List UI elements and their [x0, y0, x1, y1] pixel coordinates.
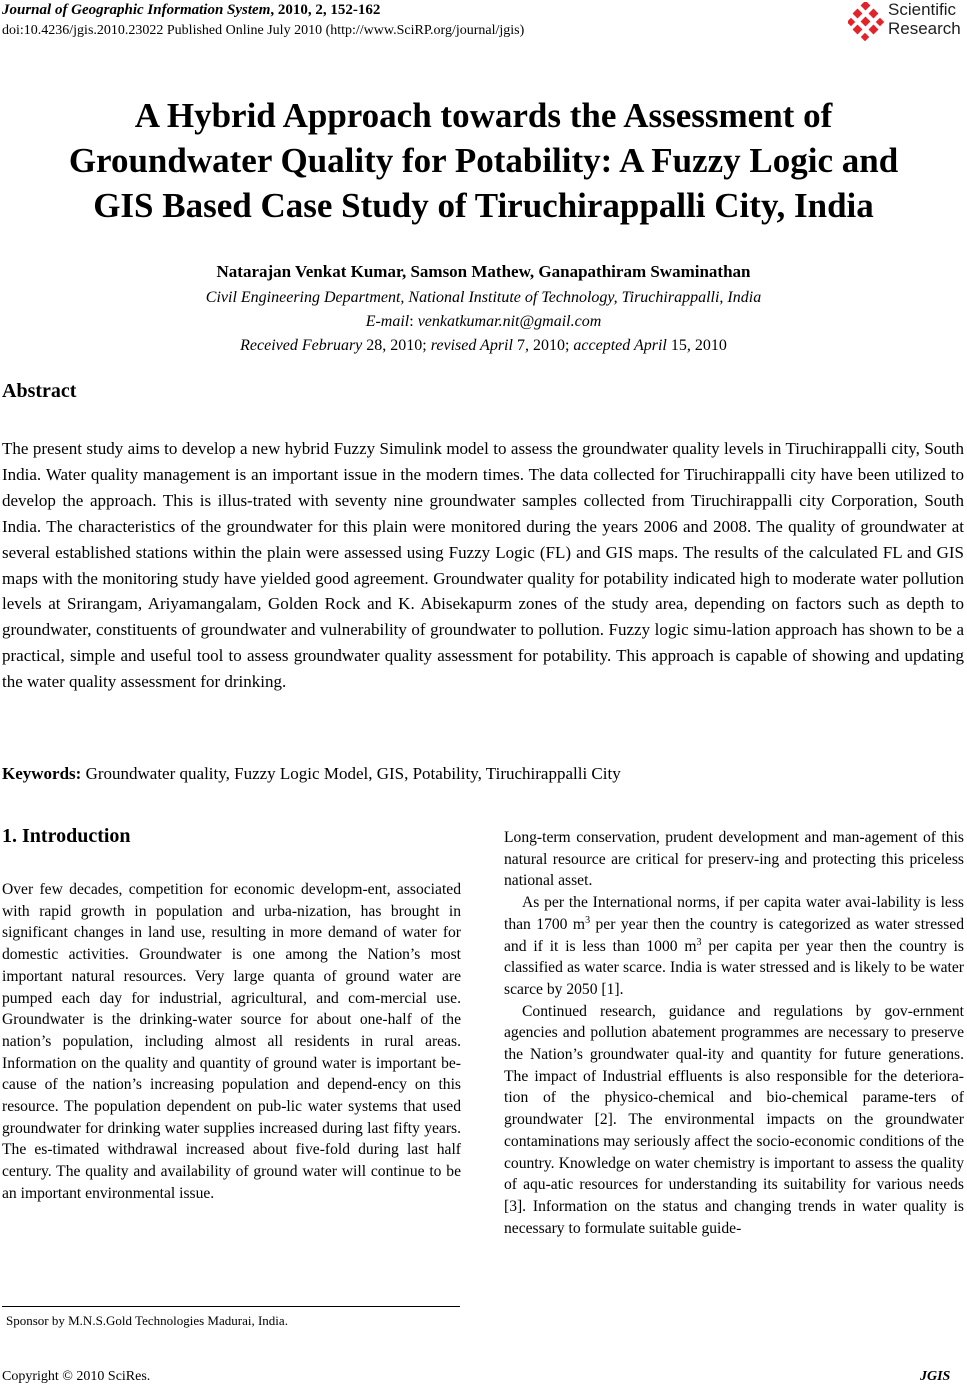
abstract-heading: Abstract [2, 380, 77, 402]
journal-issue: , 2010, 2, 152-162 [270, 2, 381, 18]
logo-line-1: Scientific [888, 0, 957, 19]
received-date: 28, 2010; [362, 337, 431, 354]
intro-paragraph-4: Continued research, guidance and regulations by gov-ernment agencies and pollution abatement programmes are necessary to preserve the Nation’s groundwater qual-ity and quantity for future generations. The impact of Industrial effluents is also responsible for the deteriora-tion of the physico-chemical and bio-chemical parame-ters of groundwater [2]. The environmental impacts on the groundwater contaminations may seriously affect the socio-economic conditions of the country. Knowledge on water chemistry is important to assess the quality of aqu-atic resources for understanding its suitability for various needs [3]. Information on the status and changing trends in water quality is necessary to formulate suitable guide- [504, 1002, 964, 1237]
dates-line [0, 334, 967, 358]
doi-line: doi:10.4236/jgis.2010.23022 Published Online July 2010 (http://www.SciRP.org/journal/jgis) [2, 23, 525, 38]
accepted-date: 15, 2010 [666, 337, 727, 354]
p3-sup-2: 3 [696, 936, 702, 948]
intro-paragraph-1: Over few decades, competition for economic developm-ent, associated with rapid growth in population and urba-nization, has brought in significant changes in land use, resulting in more demand of water for domestic activities. Groundwater is one among the Nation’s most important natural resources. Very large quanta of ground water are pumped each day for industrial, agricultural, and com-mercial use. Groundwater is the drinking-water source for about one-half of the nation’s population, including almost all residents in rural areas. Information on the quality and quantity of ground water is important be-cause of the nation’s increasing population and depend-ency on this resource. The population dependent on pub-lic water systems that used groundwater for drinking water supplies increased during last fifty years. The es-timated withdrawal increased about five-fold during last half century. The quality and availability of ground water will continue to be an important environmental issue. [2, 881, 461, 1202]
article-title [0, 93, 967, 228]
intro-heading: 1. Introduction [2, 825, 131, 847]
copyright-notice: Copyright © 2010 SciRes. [2, 1369, 151, 1384]
affiliation: Civil Engineering Department, National Institute of Technology, Tiruchirappalli, India [205, 289, 762, 306]
email-line [0, 310, 967, 334]
publisher-logo [848, 0, 966, 44]
journal-name: Journal of Geographic Information System [2, 2, 271, 18]
journal-abbreviation: JGIS [920, 1369, 951, 1384]
revised-label: revised April [430, 337, 513, 354]
keywords-text: Groundwater quality, Fuzzy Logic Model, GIS, Potability, Tiruchirappalli City [81, 764, 621, 783]
email-address[interactable]: venkatkumar.nit@gmail.com [417, 313, 602, 330]
footnote-divider [2, 1306, 460, 1307]
abstract-text: The present study aims to develop a new hybrid Fuzzy Simulink model to assess the groundwater quality levels in Tiruchirappalli city, South India. Water quality management is an important issue in the modern times. The data collected for Tiruchirappalli city have been utilized to develop the approach. This is illus-trated with seventy nine groundwater samples collected from Tiruchirappalli city Corporation, South India. The characteristics of the groundwater for this plain were monitored during the years 2006 and 2008. The quality of groundwater at several established stations within the plain were assessed using Fuzzy Logic (FL) and GIS maps. The results of the calculated FL and GIS maps with the monitoring study have yielded good agreement. Groundwater quality for potability indicated high to moderate water pollution levels at Srirangam, Ariyamangalam, Golden Rock and K. Abisekapurm zones of the study area, depending on factors such as depth to groundwater, constituents of groundwater and vulnerability of groundwater to pollution. Fuzzy logic simu-lation approach has shown to be a practical, simple and useful tool to assess groundwater quality assessment for potability. This approach is capable of showing and updating the water quality assessment for drinking. [2, 439, 964, 692]
logo-wordmark [888, 0, 961, 38]
affiliation-block [0, 286, 967, 358]
keywords-label: Keywords: [2, 764, 82, 783]
intro-right-column [504, 827, 964, 1239]
title-line-2: Groundwater Quality for Potability: A Fuzzy Logic and [68, 141, 899, 180]
journal-citation [2, 2, 380, 19]
intro-paragraph-2: Long-term conservation, prudent development and man-agement of this natural resource are critical for preserv-ing and protecting this priceless national asset. [504, 829, 964, 890]
email-sep: : [409, 313, 418, 330]
logo-line-2: Research [888, 19, 961, 38]
received-label: Received February [240, 337, 363, 354]
keywords-line [2, 764, 621, 784]
author-list: Natarajan Venkat Kumar, Samson Mathew, Ganapathiram Swaminathan [216, 262, 751, 281]
p3-sup-1: 3 [585, 914, 591, 926]
scirp-dots-icon [848, 2, 886, 42]
p3-text-c: per capita per year then the country is classified as water scarce. India is water stressed and is likely to be water scarce by 2050 [1]. [504, 937, 964, 998]
title-line-1: A Hybrid Approach towards the Assessment of [134, 96, 833, 135]
revised-date: 7, 2010; [512, 337, 574, 354]
intro-left-column [2, 879, 461, 1205]
p3-text-a: As per the International norms, if per capita water avai-lability is less than 1700 m [504, 894, 964, 933]
p3-text-b: per year then the country is categorized as water stressed and if it is less than 1000 m [504, 915, 964, 955]
email-label: E-mail [365, 313, 410, 330]
intro-paragraph-3 [504, 892, 964, 1001]
sponsor-footnote: Sponsor by M.N.S.Gold Technologies Madurai, India. [6, 1313, 288, 1328]
accepted-label: accepted April [573, 337, 667, 354]
title-line-3: GIS Based Case Study of Tiruchirappalli City, India [93, 186, 874, 225]
